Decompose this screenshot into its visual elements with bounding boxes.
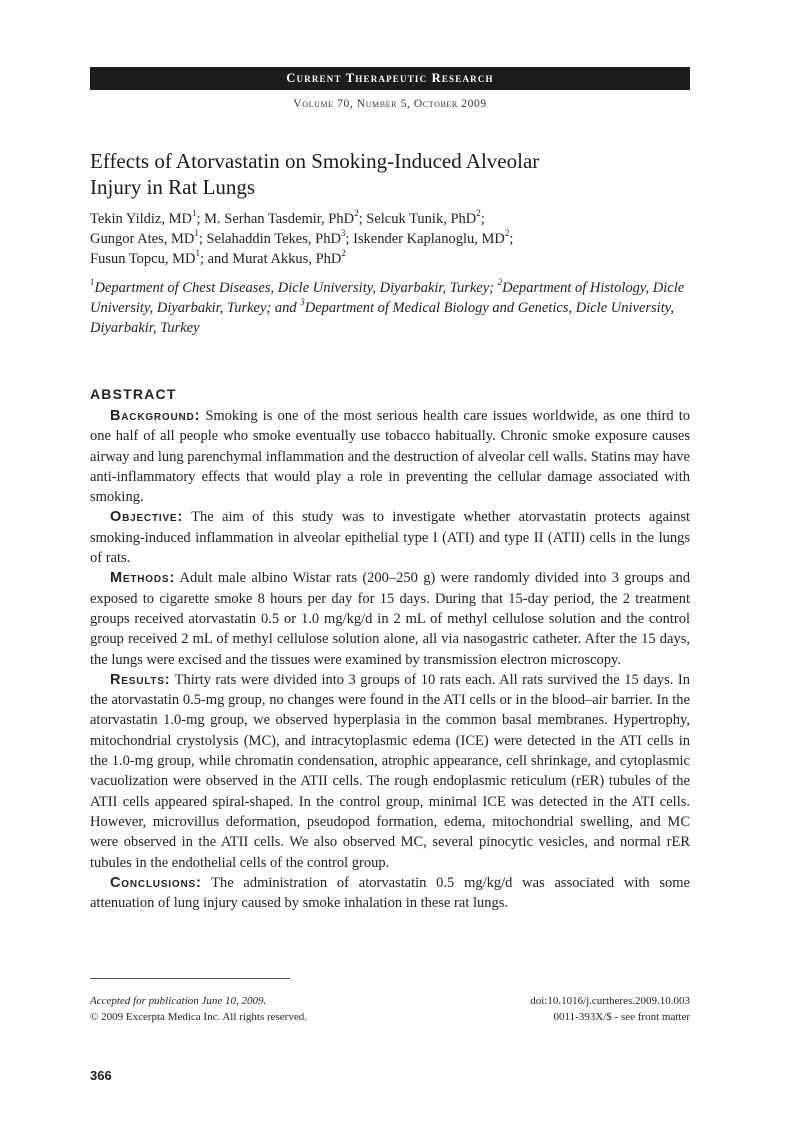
- author-list: [90, 209, 710, 269]
- journal-banner: [90, 67, 690, 90]
- author-affil-mark: 1: [194, 228, 199, 239]
- footnote-rule: [90, 978, 290, 979]
- author-name: Tekin Yildiz, MD: [90, 211, 192, 227]
- abstract-conclusions: [90, 873, 690, 914]
- author-separator: ; and: [199, 251, 233, 267]
- author-affil-mark: 3: [340, 228, 346, 239]
- affil-mark: 3: [300, 297, 305, 308]
- abstract-heading: ABSTRACT: [90, 386, 177, 402]
- section-label: Objective:: [110, 509, 184, 526]
- journal-name: Current Therapeutic Research: [286, 71, 494, 85]
- abstract-results: [90, 670, 690, 873]
- author-separator: ;: [345, 231, 354, 247]
- section-label: Results:: [110, 671, 171, 688]
- author-name: Iskender Kaplanoglu, MD: [353, 231, 505, 247]
- section-label: Methods:: [110, 570, 175, 587]
- affil-text: Department of Medical Biology and Genetics, Dicle University, Diyarbakir, Turkey: [90, 300, 674, 336]
- footnote-left: [90, 993, 307, 1025]
- footnote-right: [440, 993, 690, 1025]
- author-affil-mark: 1: [191, 208, 197, 219]
- section-text: Thirty rats were divided into 3 groups of 10 rats each. All rats survived the 15 days. In the atorvastatin 0.5-mg group, no changes were found in the ATI cells or in the blood–air barrier. In the atorvastatin 1.0-mg group, we observed hyperplasia in the common basal membranes. Hypertrophy, mitochondrial crystolysis (MC), and intracytoplasmic edema (ICE) were detected in the ATI cells in the 1.0-mg group, while chromatin condensation, atrophic appearance, cell shrinkage, and cytoplasmic vacuolization were observed in the ATII cells. The rough endoplasmic reticulum (rER) tubules of the ATII cells appeared spiral-shaped. In the control group, minimal ICE was detected in the ATI cells. However, microvillus deformation, pseudopod formation, edema, mitochondrial swelling, and MC were observed in the ATII cells. We also observed MC, several pinocytic vesicles, and normal rER tubules in the endothelial cells of the control group.: [90, 671, 690, 871]
- author-affil-mark: 2: [476, 208, 481, 219]
- accepted-date: Accepted for publication June 10, 2009.: [90, 995, 267, 1007]
- author-separator: ;: [358, 211, 367, 227]
- abstract-background: [90, 406, 690, 507]
- title-line-2: Injury in Rat Lungs: [90, 175, 256, 199]
- page-number: 366: [90, 1068, 112, 1083]
- abstract-body: [90, 406, 690, 913]
- author-separator: ;: [480, 211, 485, 227]
- author-separator: ;: [196, 211, 205, 227]
- section-label: Conclusions:: [110, 874, 202, 891]
- article-title: [90, 148, 700, 200]
- author-separator: ;: [509, 231, 514, 247]
- affil-text: Department of Chest Diseases, Dicle University, Diyarbakir, Turkey;: [94, 280, 498, 296]
- author-affil-mark: 2: [341, 248, 346, 259]
- section-text: Adult male albino Wistar rats (200–250 g) were randomly divided into 3 groups and exposed to cigarette smoke 8 hours per day for 15 days. During that 15-day period, the 2 treatment groups received atorvastatin 0.5 or 1.0 mg/kg/d in 2 mL of methyl cellulose solution and the control group received 2 mL of methyl cellulose solution alone, all via nasogastric catheter. After the 15 days, the lungs were excised and the tissues were examined by transmission electron microscopy.: [90, 570, 690, 668]
- affil-mark: 2: [497, 277, 503, 288]
- section-label: Background:: [110, 408, 201, 424]
- author-name: Murat Akkus, PhD: [232, 251, 342, 267]
- section-text: Smoking is one of the most serious health care issues worldwide, as one third to one half of all people who smoke eventually use tobacco habitually. Chronic smoke exposure causes airway and lung parenchymal inflammation and the destruction of alveolar cell walls. Statins may have anti-inflammatory effects that would play a role in preventing the cellular damage associated with smoking.: [90, 408, 691, 506]
- author-affil-mark: 1: [195, 248, 200, 259]
- author-name: Selahaddin Tekes, PhD: [206, 231, 341, 247]
- author-affil-mark: 2: [504, 228, 510, 239]
- author-name: Selcuk Tunik, PhD: [366, 211, 477, 227]
- section-text: The administration of atorvastatin 0.5 mg/kg/d was associated with some attenuation of lung injury caused by smoke inhalation in these rat lungs.: [90, 874, 690, 912]
- affiliations: [90, 278, 710, 338]
- affil-mark: 1: [90, 277, 95, 288]
- volume-info: Volume 70, Number 5, October 2009: [293, 98, 487, 110]
- section-text: The aim of this study was to investigate whether atorvastatin protects against smoking-induced inflammation in alveolar epithelial type I (ATI) and type II (ATII) cells in the lungs of rats.: [90, 509, 690, 567]
- author-name: Gungor Ates, MD: [90, 231, 195, 247]
- affil-text: Department of Histology, Dicle University, Diyarbakir, Turkey; and: [90, 280, 685, 316]
- author-affil-mark: 2: [354, 208, 359, 219]
- abstract-methods: [90, 568, 690, 669]
- doi: doi:10.1016/j.curtheres.2009.10.003: [530, 995, 690, 1007]
- copyright-notice: © 2009 Excerpta Medica Inc. All rights reserved.: [90, 1011, 307, 1023]
- issn: 0011-393X/$ - see front matter: [553, 1011, 690, 1023]
- author-separator: ;: [198, 231, 207, 247]
- author-name: Fusun Topcu, MD: [90, 251, 196, 267]
- author-name: M. Serhan Tasdemir, PhD: [204, 211, 355, 227]
- abstract-objective: [90, 507, 690, 568]
- title-line-1: Effects of Atorvastatin on Smoking-Induced Alveolar: [90, 149, 540, 173]
